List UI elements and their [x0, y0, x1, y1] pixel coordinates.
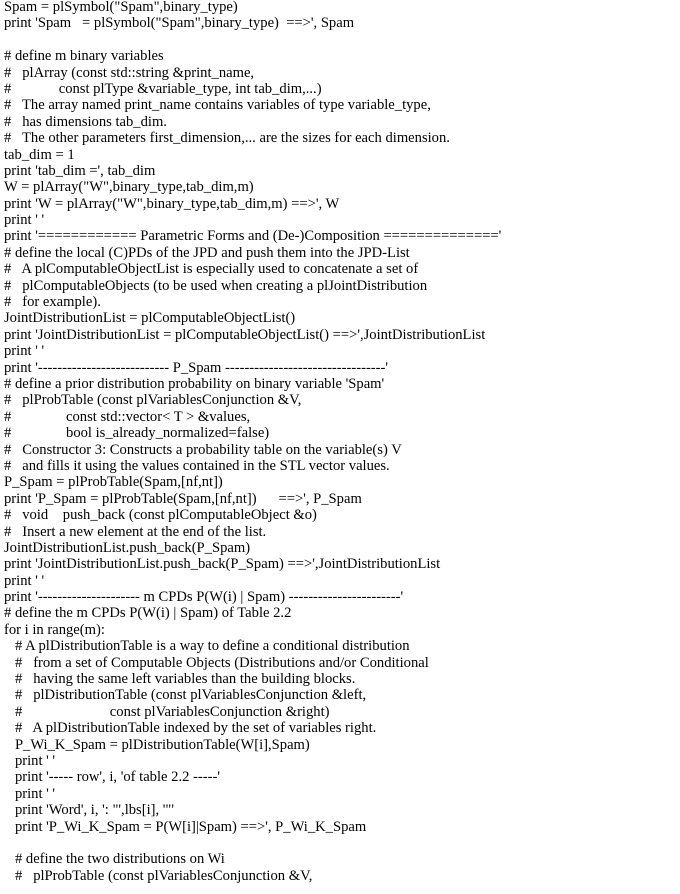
code-line: # The other parameters first_dimension,... are the sizes for each dimension. — [4, 130, 450, 147]
code-line: print ' ' — [4, 752, 56, 769]
code-line: # from a set of Computable Objects (Distributions and/or Conditional — [4, 654, 429, 671]
code-line: JointDistributionList.push_back(P_Spam) — [4, 539, 251, 556]
code-line: print 'W = plArray("W",binary_type,tab_dim,m) ==>', W — [4, 195, 340, 212]
code-listing — [4, 0, 678, 884]
code-line: print 'tab_dim =', tab_dim — [4, 162, 156, 179]
code-line: # has dimensions tab_dim. — [4, 113, 167, 130]
code-line: Spam = plSymbol("Spam",binary_type) — [4, 0, 238, 15]
code-line: # plArray (const std::string &print_name, — [4, 64, 255, 81]
code-line: # define the two distributions on Wi — [4, 851, 225, 868]
code-line: print 'P_Spam = plProbTable(Spam,[nf,nt]) ==>', P_Spam — [4, 490, 362, 507]
code-line: print '--------------------------- P_Spam ---------------------------------' — [4, 359, 389, 376]
code-line: P_Spam = plProbTable(Spam,[nf,nt]) — [4, 474, 223, 491]
code-line: W = plArray("W",binary_type,tab_dim,m) — [4, 179, 254, 196]
code-line — [4, 835, 678, 851]
code-line: # having the same left variables than the building blocks. — [4, 671, 356, 688]
code-line: # bool is_already_normalized=false) — [4, 425, 270, 442]
code-line: # Insert a new element at the end of the list. — [4, 523, 267, 540]
code-line: print 'Spam = plSymbol("Spam",binary_type) ==>', Spam — [4, 15, 355, 32]
code-line: print 'JointDistributionList = plComputableObjectList() ==>',JointDistributionList — [4, 326, 486, 343]
code-line: print 'JointDistributionList.push_back(P_Spam) ==>',JointDistributionList — [4, 556, 441, 573]
code-line: # plProbTable (const plVariablesConjunction &V, — [4, 392, 302, 409]
code-line: # const plType &variable_type, int tab_dim,...) — [4, 80, 322, 97]
code-line: P_Wi_K_Spam = plDistributionTable(W[i],Spam) — [4, 736, 310, 753]
code-line — [4, 32, 678, 48]
code-line: for i in range(m): — [4, 621, 105, 638]
code-line: # define m binary variables — [4, 48, 164, 65]
code-line: print '============ Parametric Forms and (De-)Composition ==============' — [4, 228, 502, 245]
code-line: # The array named print_name contains variables of type variable_type, — [4, 97, 431, 114]
code-line: # for example). — [4, 294, 101, 311]
code-line: # and fills it using the values contained in the STL vector values. — [4, 457, 390, 474]
code-line: print ' ' — [4, 785, 56, 802]
code-line: # plDistributionTable (const plVariablesConjunction &left, — [4, 687, 367, 704]
code-line: print 'Word', i, ': "',lbs[i], '"' — [4, 802, 175, 819]
code-line: tab_dim = 1 — [4, 146, 75, 163]
code-line: # A plDistributionTable indexed by the set of variables right. — [4, 720, 377, 737]
code-line: JointDistributionList = plComputableObjectList() — [4, 310, 296, 327]
code-line: print ' ' — [4, 343, 45, 360]
code-line: print 'P_Wi_K_Spam = P(W[i]|Spam) ==>', P_Wi_K_Spam — [4, 818, 367, 835]
code-line: # A plComputableObjectList is especially used to concatenate a set of — [4, 261, 419, 278]
code-line: print '--------------------- m CPDs P(W(i) | Spam) -----------------------' — [4, 589, 404, 606]
code-line: # void push_back (const plComputableObject &o) — [4, 507, 317, 524]
code-line: print '----- row', i, 'of table 2.2 -----' — [4, 769, 220, 786]
code-line: # const plVariablesConjunction &right) — [4, 703, 330, 720]
code-line: # define the m CPDs P(W(i) | Spam) of Table 2.2 — [4, 605, 292, 622]
code-line: # plProbTable (const plVariablesConjunction &V, — [4, 867, 313, 884]
code-line: # Constructor 3: Constructs a probability table on the variable(s) V — [4, 441, 402, 458]
code-line: print ' ' — [4, 572, 45, 589]
code-line: # const std::vector< T > &values, — [4, 408, 251, 425]
code-line: # define a prior distribution probability on binary variable 'Spam' — [4, 375, 385, 392]
code-line: print ' ' — [4, 212, 45, 229]
code-line: # plComputableObjects (to be used when creating a plJointDistribution — [4, 277, 428, 294]
code-line: # A plDistributionTable is a way to define a conditional distribution — [4, 638, 410, 655]
code-line: # define the local (C)PDs of the JPD and push them into the JPD-List — [4, 244, 410, 261]
